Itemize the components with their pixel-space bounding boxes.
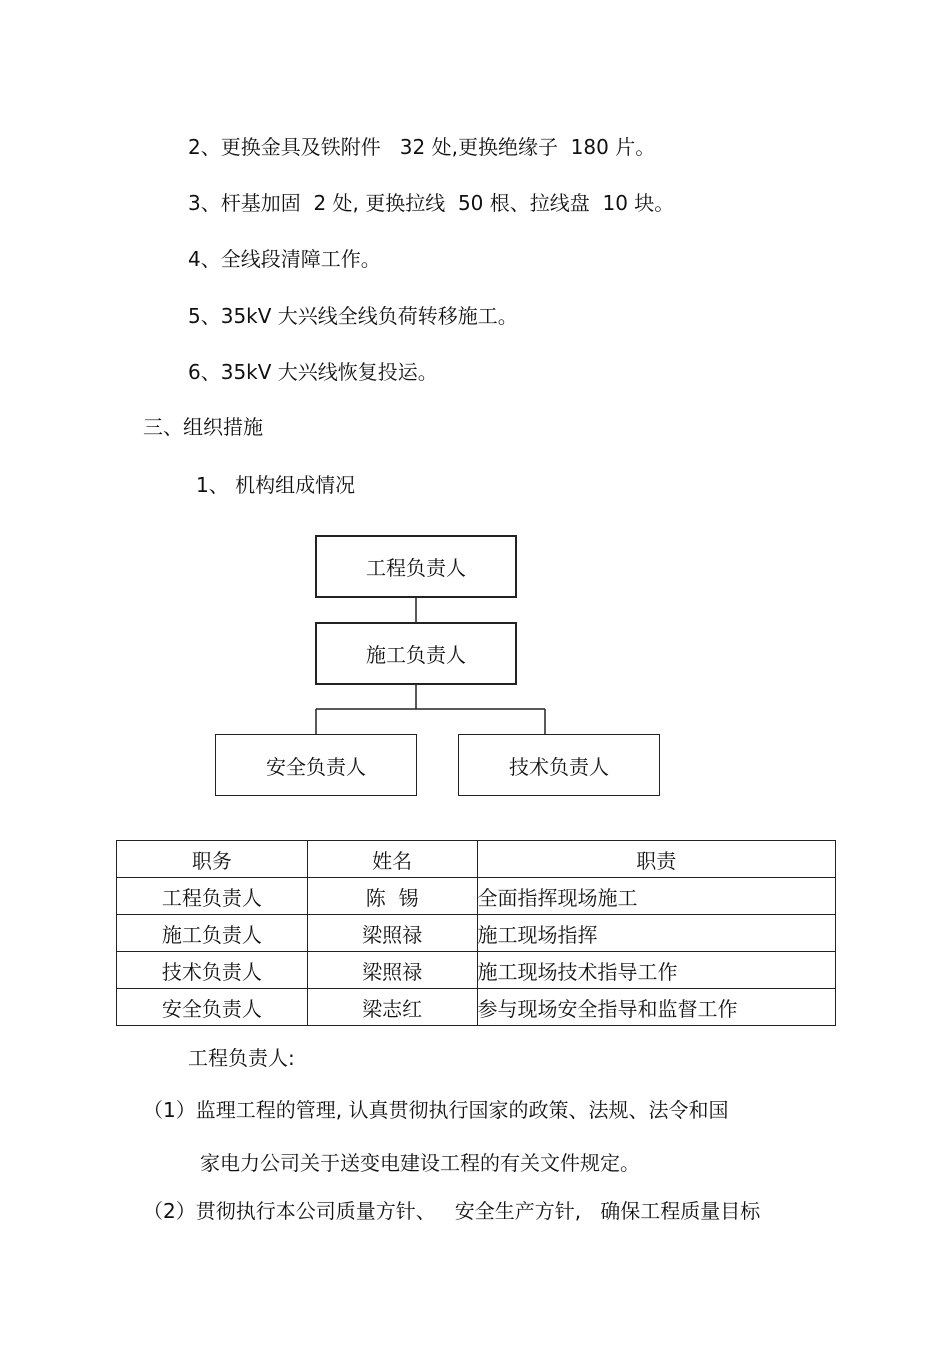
- item-6: 6、35kV 大兴线恢复投运。: [188, 360, 438, 384]
- org-box-construction-lead-label: 施工负责人: [366, 643, 466, 667]
- org-box-construction-lead: [315, 622, 517, 685]
- subsection-title: 1、 机构组成情况: [196, 473, 356, 497]
- cell-position: 技术负责人: [117, 952, 308, 989]
- cell-responsibility: 施工现场技术指导工作: [477, 952, 835, 989]
- cell-name: 梁志红: [307, 989, 477, 1026]
- table-row: [117, 952, 836, 989]
- section-title: 三、组织措施: [143, 415, 263, 439]
- duty-2-line-1: （2）贯彻执行本公司质量方针、 安全生产方针, 确保工程质量目标: [143, 1199, 761, 1223]
- table-row: [117, 989, 836, 1026]
- table-row: [117, 915, 836, 952]
- cell-position: 工程负责人: [117, 878, 308, 915]
- item-5: 5、35kV 大兴线全线负荷转移施工。: [188, 304, 518, 328]
- cell-name: 梁照禄: [307, 952, 477, 989]
- duty-table: [116, 840, 836, 1026]
- header-name: 姓名: [307, 841, 477, 878]
- org-box-technical-lead: [458, 734, 660, 796]
- org-box-project-lead-label: 工程负责人: [366, 556, 466, 580]
- table-header-row: [117, 841, 836, 878]
- role-heading: 工程负责人:: [188, 1046, 295, 1070]
- cell-responsibility: 施工现场指挥: [477, 915, 835, 952]
- item-3: 3、杆基加固 2 处, 更换拉线 50 根、拉线盘 10 块。: [188, 191, 675, 215]
- table-row: [117, 878, 836, 915]
- item-4: 4、全线段清障工作。: [188, 247, 381, 271]
- org-box-project-lead: [315, 535, 517, 598]
- org-box-technical-lead-label: 技术负责人: [509, 754, 609, 779]
- header-position: 职务: [117, 841, 308, 878]
- item-2: 2、更换金具及铁附件 32 处,更换绝缘子 180 片。: [188, 135, 656, 159]
- cell-name: 陈 锡: [307, 878, 477, 915]
- org-box-safety-lead-label: 安全负责人: [266, 754, 366, 779]
- duty-1-line-1: （1）监理工程的管理, 认真贯彻执行国家的政策、法规、法令和国: [143, 1098, 729, 1122]
- header-responsibility: 职责: [477, 841, 835, 878]
- cell-position: 施工负责人: [117, 915, 308, 952]
- cell-position: 安全负责人: [117, 989, 308, 1026]
- cell-responsibility: 全面指挥现场施工: [477, 878, 835, 915]
- org-box-safety-lead: [215, 734, 417, 796]
- cell-responsibility: 参与现场安全指导和监督工作: [477, 989, 835, 1026]
- cell-name: 梁照禄: [307, 915, 477, 952]
- duty-1-line-2: 家电力公司关于送变电建设工程的有关文件规定。: [200, 1151, 640, 1175]
